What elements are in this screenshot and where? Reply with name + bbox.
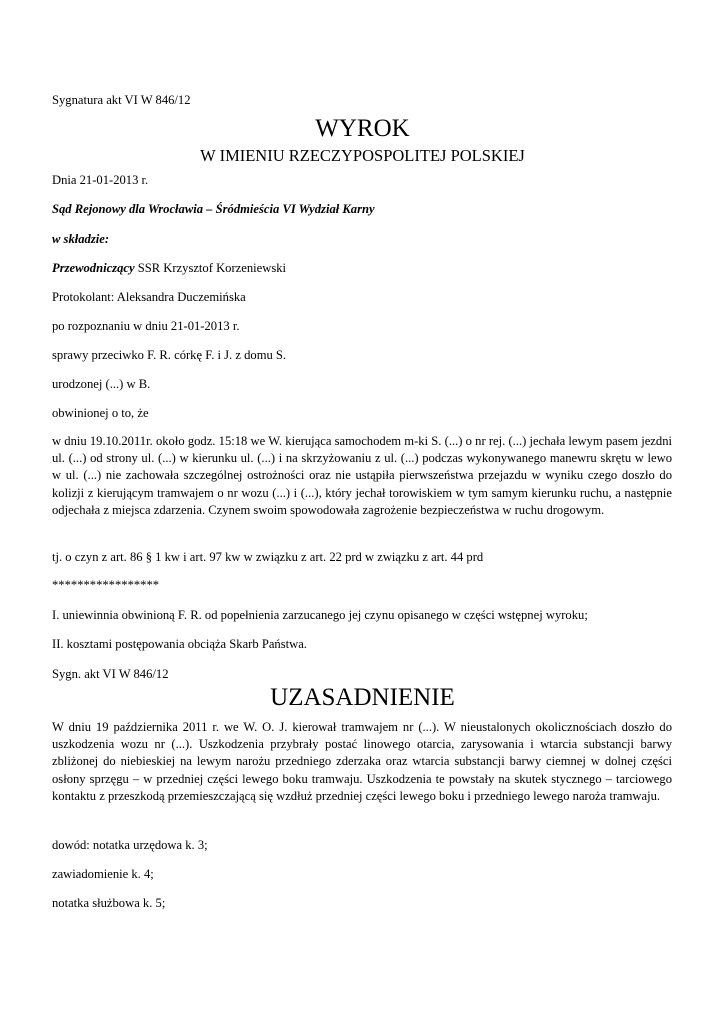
hearing-date: po rozpoznaniu w dniu 21-01-2013 r.	[52, 319, 240, 333]
presiding-name: SSR Krzysztof Korzeniewski	[134, 261, 287, 275]
evidence-item-3: notatka służbowa k. 5;	[52, 896, 166, 910]
court-clerk: Protokolant: Aleksandra Duczemińska	[52, 290, 246, 304]
separator: *****************	[52, 578, 160, 592]
document-title: WYROK	[315, 115, 410, 142]
justification-paragraph: W dniu 19 października 2011 r. we W. O. J. kierował tramwajem nr (...). W nieustalonych okolicznościach doszło do uszkodzenia wozu nr (...). Uszkodzenia przybrały postać linowego otarcia, zarysowania i wtarcia substancji barwy zbliżonej do niebieskiej na lewym narożu przedniego zderzaka oraz wtarcia substancji barwy ciemnej w dolnej części osłony sprzęgu – w przedniej części lewego boku tramwaju. Uszkodzenia te powstały na skutek stycznego – tarciowego kontaktu z przeszkodą przemieszczającą się wzdłuż przedniej części lewego boku i przedniego lewego naroża tramwaju.	[52, 720, 672, 803]
birth-info: urodzonej (...) w B.	[52, 377, 151, 391]
case-signature: Sygnatura akt VI W 846/12	[52, 93, 191, 107]
case-against: sprawy przeciwko F. R. córkę F. i J. z domu S.	[52, 348, 287, 362]
verdict-date: Dnia 21-01-2013 r.	[52, 173, 149, 187]
composition-label: w składzie:	[52, 232, 110, 246]
verdict-item-2: II. kosztami postępowania obciąża Skarb Państwa.	[52, 637, 307, 651]
case-signature-second: Sygn. akt VI W 846/12	[52, 667, 169, 681]
court-name: Sąd Rejonowy dla Wrocławia – Śródmieścia VI Wydział Karny	[52, 202, 375, 216]
accused-of: obwinionej o to, że	[52, 406, 149, 420]
evidence-item-1: dowód: notatka urzędowa k. 3;	[52, 838, 208, 852]
document-subtitle: W IMIENIU RZECZYPOSPOLITEJ POLSKIEJ	[200, 146, 525, 165]
legal-basis: tj. o czyn z art. 86 § 1 kw i art. 97 kw w związku z art. 22 prd w związku z art. 44 prd	[52, 550, 484, 564]
presiding-label: Przewodniczący	[52, 261, 135, 275]
evidence-item-2: zawiadomienie k. 4;	[52, 867, 154, 881]
verdict-item-1: I. uniewinnia obwinioną F. R. od popełnienia zarzucanego jej czynu opisanego w części wstępnej wyroku;	[52, 608, 588, 622]
justification-title: UZASADNIENIE	[270, 684, 455, 711]
charge-paragraph: w dniu 19.10.2011r. około godz. 15:18 we W. kierująca samochodem m-ki S. (...) o nr rej. (...) jechała lewym pasem jezdni ul. (...) od strony ul. (...) w kierunku ul. (...) i na skrzyżowaniu z ul. (...) podczas wykonywanego manewru skrętu w lewo w ul. (...) nie zachowała szczególnej ostrożności oraz nie ustąpiła pierwszeństwa przejazdu w wyniku czego doszło do kolizji z kierującym tramwajem o nr wozu (...) i (...), który jechał torowiskiem w tym samym kierunku ruchu, a następnie odjechała z miejsca zdarzenia. Czynem swoim spowodowała zagrożenie bezpieczeństwa w ruchu drogowym.	[52, 434, 672, 517]
presiding-judge	[52, 260, 286, 276]
